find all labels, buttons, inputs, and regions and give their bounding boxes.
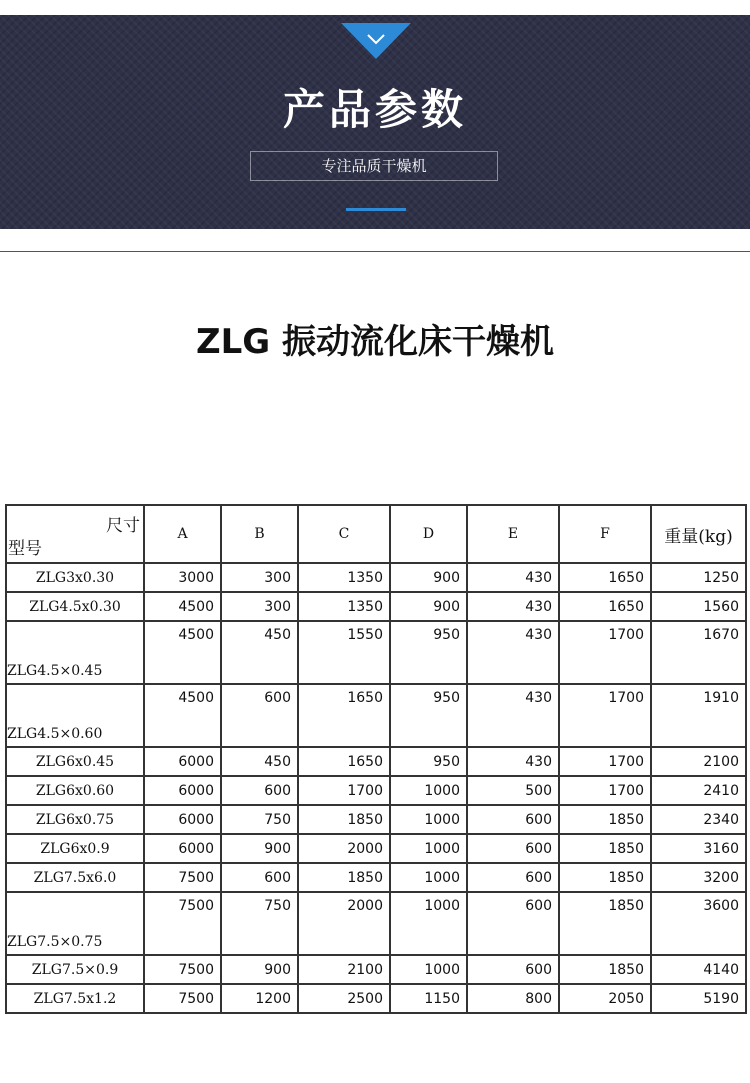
column-header: B bbox=[221, 505, 298, 563]
column-header: A bbox=[144, 505, 221, 563]
table-row bbox=[6, 834, 746, 863]
value-cell: 1000 bbox=[390, 776, 467, 805]
value-cell: 4500 bbox=[144, 592, 221, 621]
value-cell: 1850 bbox=[559, 892, 651, 955]
value-cell: 430 bbox=[467, 563, 559, 592]
value-cell: 1560 bbox=[651, 592, 746, 621]
product-heading: ZLG 振动流化床干燥机 bbox=[195, 322, 555, 362]
value-cell: 600 bbox=[221, 863, 298, 892]
value-cell: 5190 bbox=[651, 984, 746, 1013]
value-cell: 2050 bbox=[559, 984, 651, 1013]
chevron-down-icon bbox=[341, 23, 411, 59]
value-cell: 3160 bbox=[651, 834, 746, 863]
value-cell: 430 bbox=[467, 684, 559, 747]
value-cell: 1000 bbox=[390, 834, 467, 863]
value-cell: 950 bbox=[390, 621, 467, 684]
model-cell: ZLG6x0.60 bbox=[6, 776, 144, 805]
spec-table bbox=[5, 504, 747, 1014]
value-cell: 450 bbox=[221, 621, 298, 684]
table-row bbox=[6, 621, 746, 684]
corner-header-cell bbox=[6, 505, 144, 563]
table-row bbox=[6, 805, 746, 834]
value-cell: 7500 bbox=[144, 863, 221, 892]
table-row bbox=[6, 955, 746, 984]
value-cell: 7500 bbox=[144, 984, 221, 1013]
value-cell: 750 bbox=[221, 805, 298, 834]
value-cell: 600 bbox=[467, 955, 559, 984]
model-cell: ZLG4.5×0.45 bbox=[6, 621, 144, 684]
table-row bbox=[6, 747, 746, 776]
value-cell: 500 bbox=[467, 776, 559, 805]
table-row bbox=[6, 684, 746, 747]
model-cell: ZLG4.5×0.60 bbox=[6, 684, 144, 747]
value-cell: 4140 bbox=[651, 955, 746, 984]
value-cell: 1700 bbox=[559, 776, 651, 805]
value-cell: 1670 bbox=[651, 621, 746, 684]
value-cell: 3600 bbox=[651, 892, 746, 955]
value-cell: 1850 bbox=[298, 863, 390, 892]
value-cell: 1650 bbox=[559, 563, 651, 592]
value-cell: 950 bbox=[390, 747, 467, 776]
value-cell: 1350 bbox=[298, 592, 390, 621]
value-cell: 1150 bbox=[390, 984, 467, 1013]
value-cell: 1850 bbox=[298, 805, 390, 834]
model-cell: ZLG6x0.75 bbox=[6, 805, 144, 834]
banner-subtitle: 专注品质干燥机 bbox=[250, 151, 498, 181]
value-cell: 1000 bbox=[390, 863, 467, 892]
value-cell: 600 bbox=[467, 805, 559, 834]
value-cell: 2340 bbox=[651, 805, 746, 834]
value-cell: 950 bbox=[390, 684, 467, 747]
value-cell: 2410 bbox=[651, 776, 746, 805]
value-cell: 1200 bbox=[221, 984, 298, 1013]
table-row bbox=[6, 592, 746, 621]
value-cell: 1700 bbox=[559, 621, 651, 684]
value-cell: 2000 bbox=[298, 834, 390, 863]
value-cell: 3000 bbox=[144, 563, 221, 592]
value-cell: 7500 bbox=[144, 955, 221, 984]
value-cell: 900 bbox=[390, 592, 467, 621]
value-cell: 430 bbox=[467, 592, 559, 621]
value-cell: 900 bbox=[221, 834, 298, 863]
value-cell: 600 bbox=[467, 863, 559, 892]
column-header: 重量(kg) bbox=[651, 505, 746, 563]
model-cell: ZLG6x0.45 bbox=[6, 747, 144, 776]
model-cell: ZLG7.5×0.75 bbox=[6, 892, 144, 955]
value-cell: 300 bbox=[221, 563, 298, 592]
table-row bbox=[6, 984, 746, 1013]
value-cell: 2100 bbox=[298, 955, 390, 984]
table-row bbox=[6, 776, 746, 805]
value-cell: 6000 bbox=[144, 805, 221, 834]
value-cell: 2000 bbox=[298, 892, 390, 955]
value-cell: 1250 bbox=[651, 563, 746, 592]
model-cell: ZLG7.5x1.2 bbox=[6, 984, 144, 1013]
section-divider bbox=[0, 251, 750, 252]
value-cell: 430 bbox=[467, 747, 559, 776]
column-header: E bbox=[467, 505, 559, 563]
value-cell: 600 bbox=[467, 892, 559, 955]
page-banner bbox=[0, 15, 750, 229]
corner-size-label: 尺寸 bbox=[106, 516, 140, 536]
model-cell: ZLG7.5×0.9 bbox=[6, 955, 144, 984]
value-cell: 1700 bbox=[298, 776, 390, 805]
corner-model-label: 型号 bbox=[8, 539, 42, 559]
column-header: C bbox=[298, 505, 390, 563]
value-cell: 1850 bbox=[559, 805, 651, 834]
column-header: D bbox=[390, 505, 467, 563]
value-cell: 1000 bbox=[390, 955, 467, 984]
value-cell: 1910 bbox=[651, 684, 746, 747]
banner-accent-line bbox=[346, 208, 406, 211]
value-cell: 4500 bbox=[144, 684, 221, 747]
value-cell: 1350 bbox=[298, 563, 390, 592]
value-cell: 450 bbox=[221, 747, 298, 776]
value-cell: 1850 bbox=[559, 834, 651, 863]
value-cell: 900 bbox=[390, 563, 467, 592]
value-cell: 600 bbox=[221, 684, 298, 747]
model-cell: ZLG7.5x6.0 bbox=[6, 863, 144, 892]
value-cell: 6000 bbox=[144, 834, 221, 863]
value-cell: 2500 bbox=[298, 984, 390, 1013]
value-cell: 750 bbox=[221, 892, 298, 955]
value-cell: 4500 bbox=[144, 621, 221, 684]
table-row bbox=[6, 863, 746, 892]
banner-title: 产品参数 bbox=[282, 85, 467, 134]
value-cell: 800 bbox=[467, 984, 559, 1013]
model-cell: ZLG3x0.30 bbox=[6, 563, 144, 592]
value-cell: 6000 bbox=[144, 776, 221, 805]
value-cell: 900 bbox=[221, 955, 298, 984]
value-cell: 3200 bbox=[651, 863, 746, 892]
value-cell: 1700 bbox=[559, 684, 651, 747]
value-cell: 1550 bbox=[298, 621, 390, 684]
value-cell: 1850 bbox=[559, 955, 651, 984]
model-cell: ZLG6x0.9 bbox=[6, 834, 144, 863]
value-cell: 430 bbox=[467, 621, 559, 684]
value-cell: 600 bbox=[467, 834, 559, 863]
column-header: F bbox=[559, 505, 651, 563]
value-cell: 1700 bbox=[559, 747, 651, 776]
model-cell: ZLG4.5x0.30 bbox=[6, 592, 144, 621]
value-cell: 7500 bbox=[144, 892, 221, 955]
value-cell: 2100 bbox=[651, 747, 746, 776]
table-row bbox=[6, 563, 746, 592]
value-cell: 600 bbox=[221, 776, 298, 805]
table-header-row bbox=[6, 505, 746, 563]
table-row bbox=[6, 892, 746, 955]
value-cell: 1650 bbox=[298, 747, 390, 776]
value-cell: 6000 bbox=[144, 747, 221, 776]
value-cell: 1850 bbox=[559, 863, 651, 892]
value-cell: 1000 bbox=[390, 892, 467, 955]
value-cell: 1650 bbox=[559, 592, 651, 621]
value-cell: 300 bbox=[221, 592, 298, 621]
value-cell: 1000 bbox=[390, 805, 467, 834]
value-cell: 1650 bbox=[298, 684, 390, 747]
